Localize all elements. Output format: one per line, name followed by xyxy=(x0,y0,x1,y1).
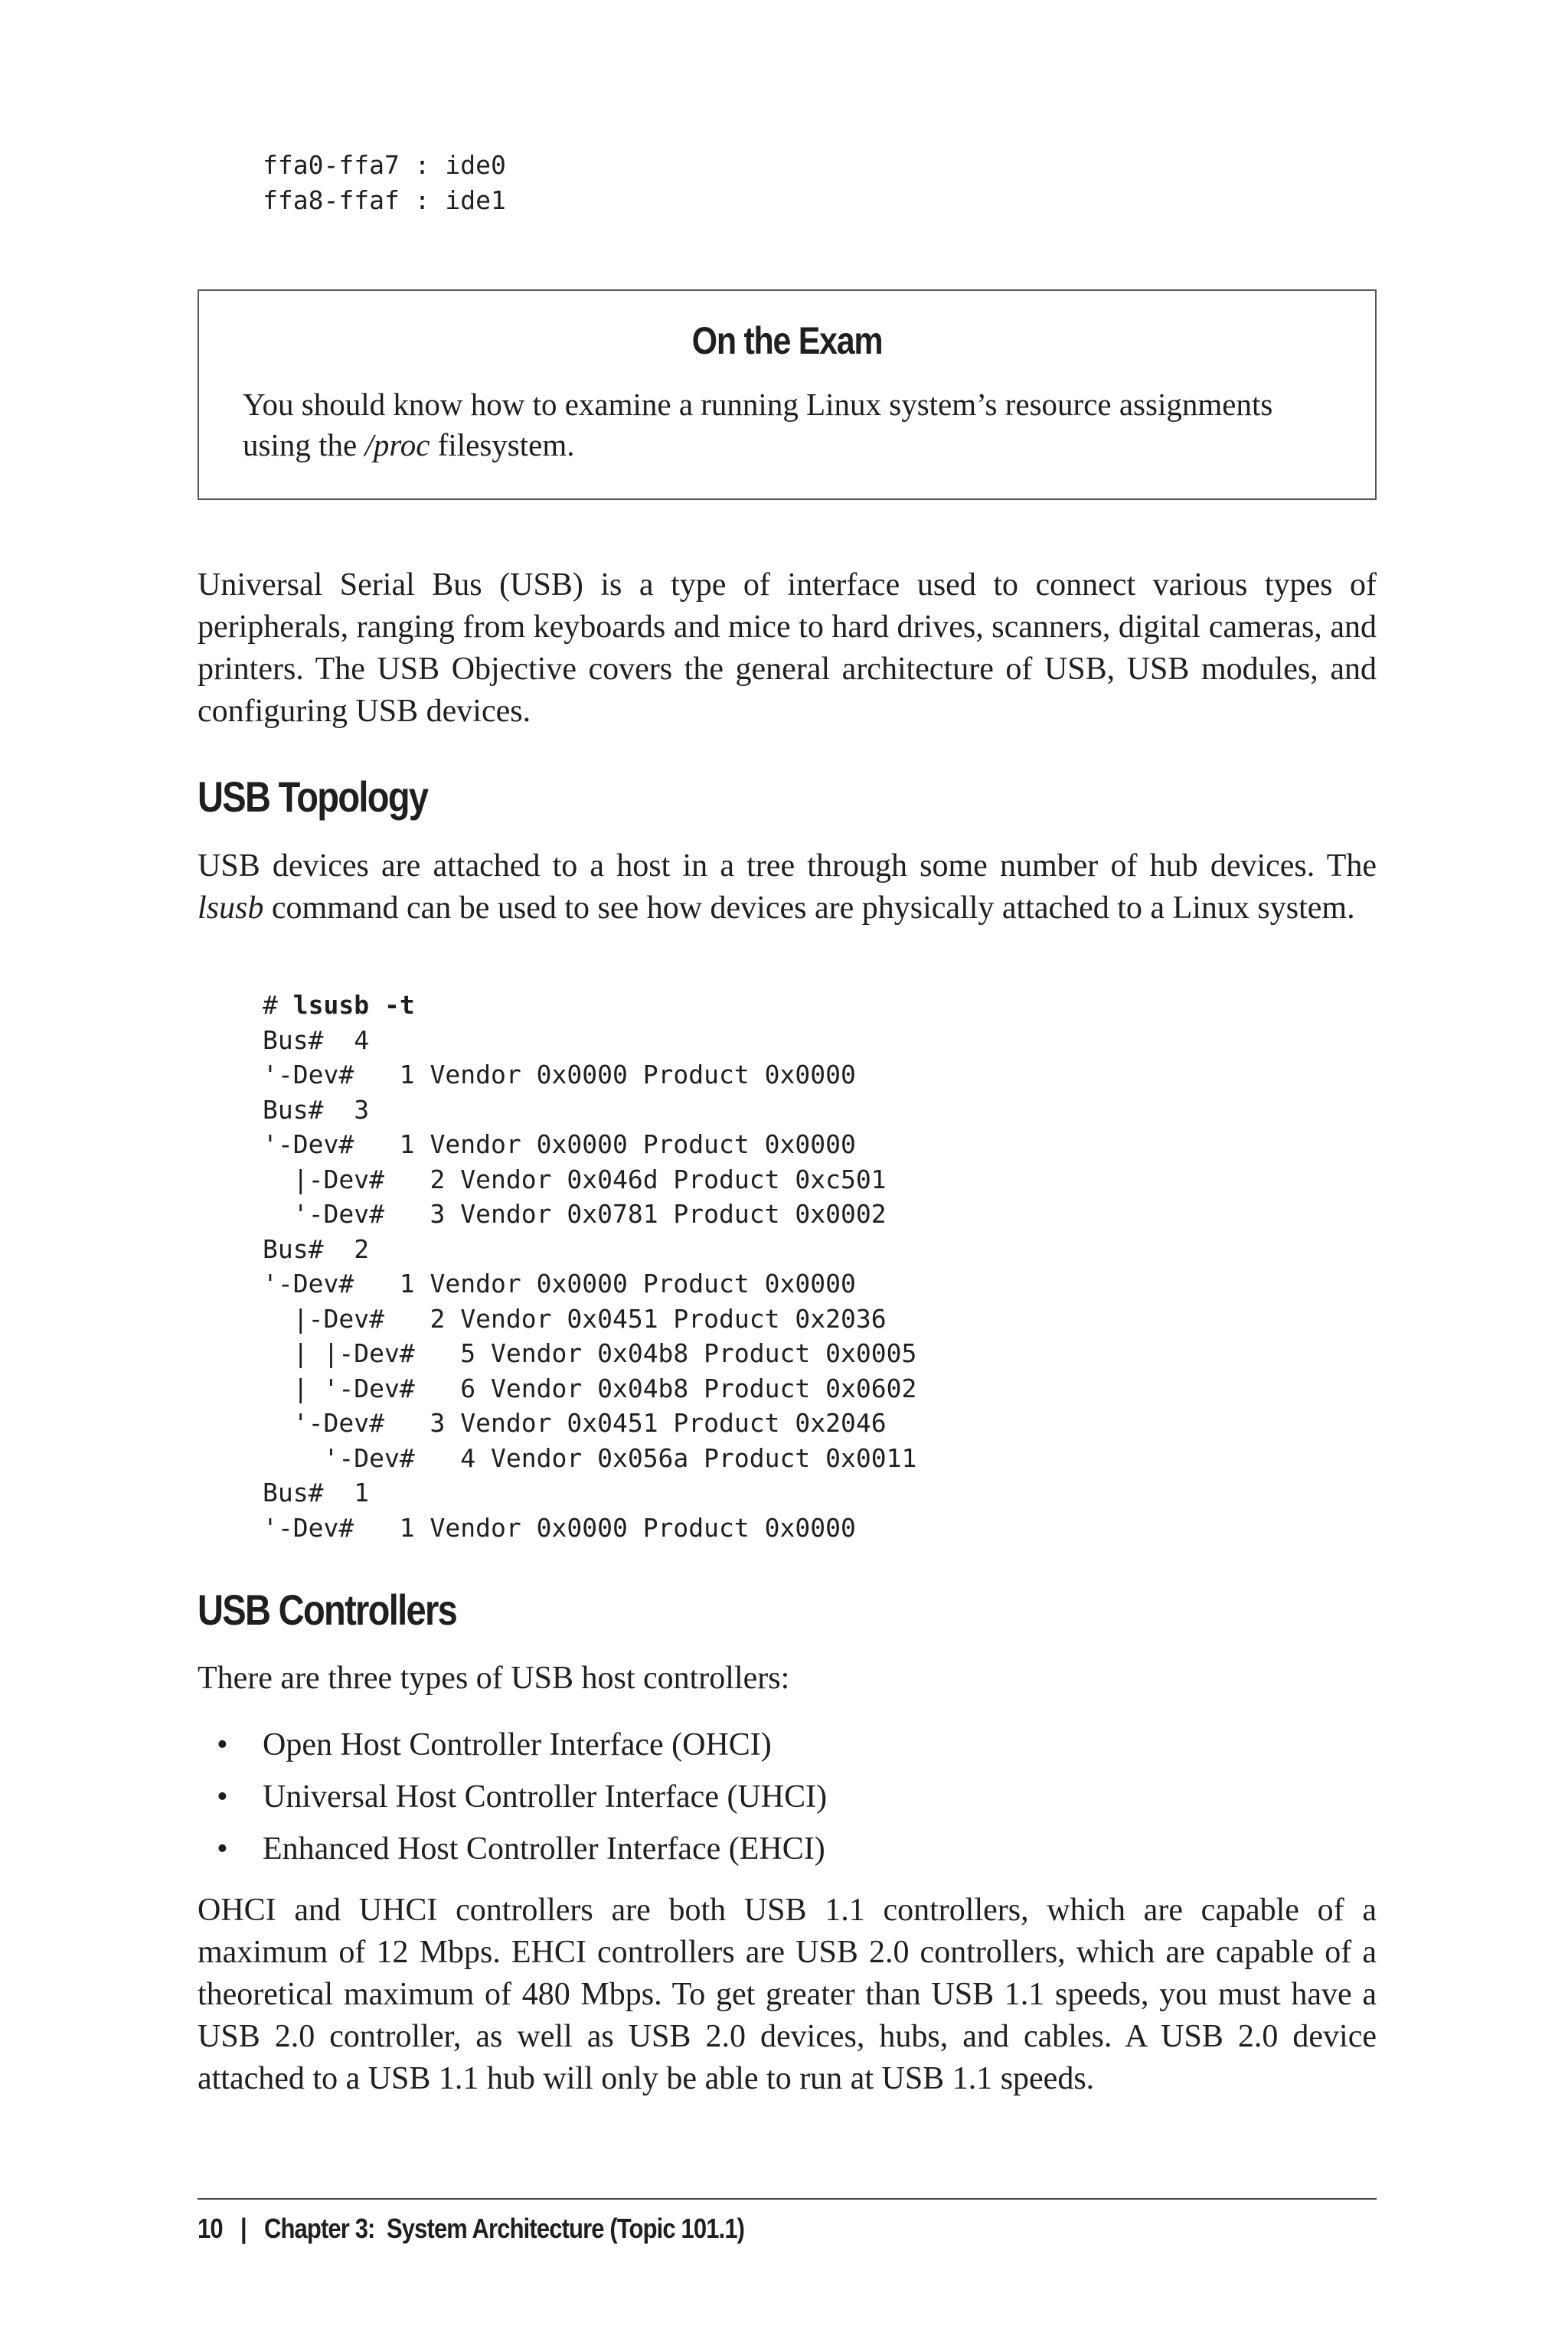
bullet: • xyxy=(217,1727,228,1762)
output-line: |-Dev# 2 Vendor 0x0451 Product 0x2036 xyxy=(263,1303,887,1334)
output-line: Bus# 4 xyxy=(263,1024,370,1055)
footer-separator: | xyxy=(240,2213,247,2244)
exam-note-text-start: You should know how to examine a running Linux system’s resource assignments using the xyxy=(243,387,1273,462)
exam-note-box xyxy=(198,289,1377,500)
bullet: • xyxy=(217,1779,228,1815)
usb-controllers-heading: USB Controllers xyxy=(198,1586,457,1634)
code-line: ffa8-ffaf : ide1 xyxy=(263,185,506,215)
list-item xyxy=(217,1719,827,1771)
output-line: '-Dev# 1 Vendor 0x0000 Product 0x0000 xyxy=(263,1269,856,1298)
lsusb-term: lsusb xyxy=(198,890,264,926)
exam-note-text-end: filesystem. xyxy=(430,427,575,462)
bullet: • xyxy=(217,1831,228,1867)
list-item-text: Enhanced Host Controller Interface (EHCI) xyxy=(263,1831,825,1867)
output-line: | |-Dev# 5 Vendor 0x04b8 Product 0x0005 xyxy=(263,1338,917,1368)
usb-topology-paragraph xyxy=(198,845,1377,929)
list-item xyxy=(217,1771,827,1823)
top-code-block xyxy=(263,148,506,217)
exam-note-title: On the Exam xyxy=(691,319,883,362)
output-line: '-Dev# 4 Vendor 0x056a Product 0x0011 xyxy=(263,1442,917,1473)
usb-intro-paragraph: Universal Serial Bus (USB) is a type of interface used to connect various types of peripherals, ranging from keyboards and mice to hard drives, scanners, digital cameras, and printers. The USB Objective covers the general architecture of USB, USB modules, and configuring USB devices. xyxy=(198,567,1377,729)
output-line: '-Dev# 1 Vendor 0x0000 Product 0x0000 xyxy=(263,1060,856,1089)
list-item-text: Open Host Controller Interface (OHCI) xyxy=(263,1727,772,1762)
chapter-title: Chapter 3: System Architecture (Topic 101.1) xyxy=(263,2213,745,2244)
list-item xyxy=(217,1823,827,1875)
exam-note-proc-term: /proc xyxy=(364,427,430,462)
output-line: |-Dev# 2 Vendor 0x046d Product 0xc501 xyxy=(263,1164,887,1194)
shell-prompt: # xyxy=(263,990,293,1020)
usb-topology-heading: USB Topology xyxy=(198,773,428,821)
page-number: 10 xyxy=(198,2213,223,2244)
output-line: | '-Dev# 6 Vendor 0x04b8 Product 0x0602 xyxy=(263,1373,917,1403)
list-item-text: Universal Host Controller Interface (UHCI) xyxy=(263,1779,828,1815)
output-line: '-Dev# 3 Vendor 0x0451 Product 0x2046 xyxy=(263,1408,887,1438)
code-line: ffa0-ffa7 : ide0 xyxy=(263,150,506,180)
controller-type-list xyxy=(217,1719,827,1875)
topology-text-end: command can be used to see how devices are physically attached to a Linux system. xyxy=(263,890,1355,926)
footer-divider xyxy=(198,2198,1377,2200)
output-line: Bus# 2 xyxy=(263,1233,370,1264)
output-line: Bus# 3 xyxy=(263,1094,370,1125)
output-line: '-Dev# 3 Vendor 0x0781 Product 0x0002 xyxy=(263,1199,887,1229)
output-line: '-Dev# 1 Vendor 0x0000 Product 0x0000 xyxy=(263,1512,856,1543)
lsusb-command: lsusb -t xyxy=(292,990,415,1020)
usb-speeds-paragraph: OHCI and UHCI controllers are both USB 1.1 controllers, which are capable of a maximum of 12 Mbps. EHCI controllers are USB 2.0 controllers, which are capable of a theoretical maximum of 480 Mbps. To get greater than USB 1.1 speeds, you must have a USB 2.0 controller, as well as USB 2.0 devices, hubs, and cables. A USB 2.0 device attached to a USB 1.1 hub will only be able to run at USB 1.1 speeds. xyxy=(198,1893,1377,2096)
exam-note-text xyxy=(243,384,1337,466)
topology-text-start: USB devices are attached to a host in a tree through some number of hub devices. The xyxy=(198,848,1377,884)
controllers-intro-paragraph: There are three types of USB host controllers: xyxy=(198,1661,790,1696)
output-line: '-Dev# 1 Vendor 0x0000 Product 0x0000 xyxy=(263,1129,856,1159)
lsusb-code-block xyxy=(263,988,916,1545)
page-footer xyxy=(198,2213,744,2245)
output-line: Bus# 1 xyxy=(263,1478,370,1508)
